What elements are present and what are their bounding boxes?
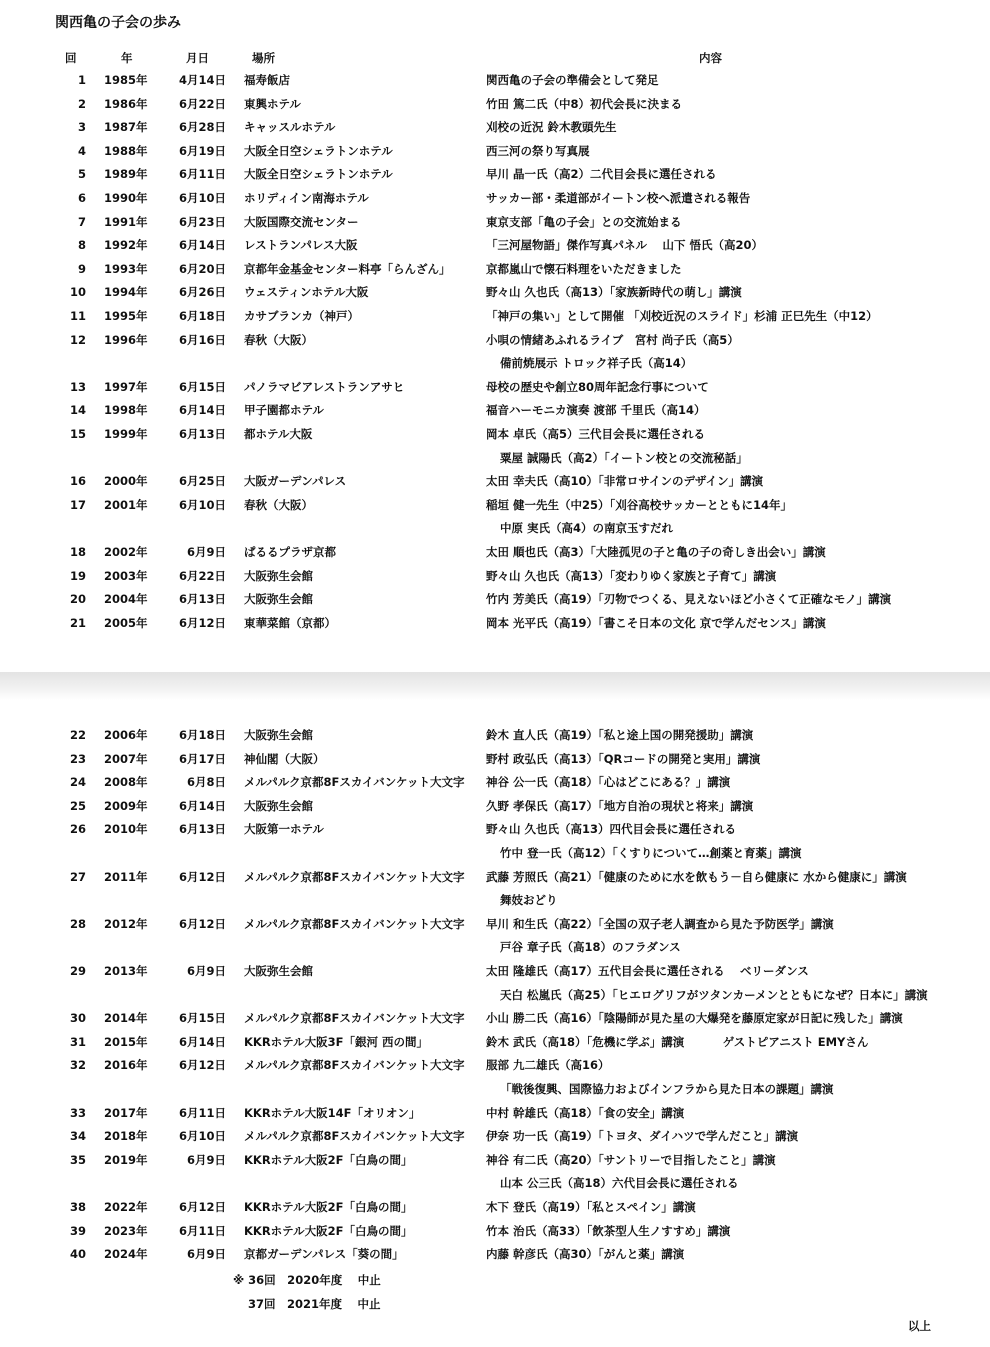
cell-date: 6月12日 xyxy=(178,869,226,884)
cell-year: 2006年 xyxy=(104,728,148,742)
cell-year: 1990年 xyxy=(104,191,148,205)
cell-content: 竹本 治氏（高33）「飲茶型人生ノすすめ」講演 xyxy=(486,1223,731,1238)
cell-date: 6月14日 xyxy=(178,403,226,418)
cell-num: 31 xyxy=(69,1034,86,1049)
table-row xyxy=(0,542,990,562)
cell-content: 早川 和生氏（高22）「全国の双子老人調査から見た予防医学」講演 xyxy=(486,916,834,931)
cell-content: 戸谷 章子氏（高18）のフラダンス xyxy=(500,940,681,955)
cell-content: 鈴木 直人氏（高19）「私と途上国の開発援助」講演 xyxy=(486,728,754,742)
cell-year: 2009年 xyxy=(104,798,148,813)
cell-num: 9 xyxy=(77,261,86,276)
cell-num: 15 xyxy=(69,427,86,441)
header-date: 月日 xyxy=(186,51,209,65)
cell-place: 大阪国際交流センター xyxy=(244,214,359,229)
table-row xyxy=(0,188,990,208)
cell-year: 1986年 xyxy=(104,96,148,111)
cell-year: 1985年 xyxy=(104,73,148,87)
cell-year: 1992年 xyxy=(104,238,148,253)
cell-date: 6月13日 xyxy=(178,822,226,837)
cell-content: 武藤 芳照氏（高21）「健康のために水を飲もう－自ら健康に 水から健康に」講演 xyxy=(486,869,907,884)
cell-date: 6月25日 xyxy=(178,474,226,489)
cell-date: 6月18日 xyxy=(178,309,226,323)
cell-year: 1994年 xyxy=(104,285,148,300)
cell-place: ウェスティンホテル大阪 xyxy=(244,285,369,300)
cell-place: 大阪弥生会館 xyxy=(244,592,313,607)
table-row xyxy=(0,400,990,420)
cell-content: 神谷 公一氏（高18）「心はどこにある？」講演 xyxy=(486,775,731,790)
table-row xyxy=(0,589,990,609)
cell-content: 太田 幸夫氏（高10）「非常ロサインのデザイン」講演 xyxy=(486,474,764,489)
cell-content: 舞妓おどり xyxy=(500,893,558,908)
cell-year: 2001年 xyxy=(104,497,148,512)
cell-num: 28 xyxy=(69,916,86,931)
cell-date: 6月9日 xyxy=(186,964,226,978)
cell-num: 12 xyxy=(69,332,86,347)
cell-place: KKRホテル大阪2F「白鳥の間」 xyxy=(244,1152,413,1167)
cell-content: 竹田 篤二氏（中8）初代会長に決まる xyxy=(486,96,683,111)
cell-year: 1993年 xyxy=(104,261,148,276)
cell-date: 6月22日 xyxy=(178,568,226,583)
cell-num: 14 xyxy=(69,403,86,418)
cell-year: 2012年 xyxy=(104,916,148,931)
cell-place: メルパルク京都8Fスカイバンケット大文字 xyxy=(244,775,465,790)
cell-content: 小唄の情緒あふれるライブ 宮村 尚子氏（高5） xyxy=(486,332,739,347)
table-row xyxy=(0,1032,990,1052)
cell-date: 6月12日 xyxy=(178,1200,226,1214)
cell-content: 備前焼展示 トロック祥子氏（高14） xyxy=(500,356,693,371)
table-row xyxy=(0,282,990,302)
cell-place: ぱるるプラザ京都 xyxy=(244,545,336,559)
cell-year: 2014年 xyxy=(104,1011,148,1026)
cell-content: 岡本 光平氏（高19）「書こそ日本の文化 京で学んだセンス」講演 xyxy=(486,615,826,630)
cell-content: 「戦後復興、国際協力およびインフラから見た日本の課題」講演 xyxy=(500,1082,834,1096)
page-upper xyxy=(0,0,990,672)
cell-date: 6月8日 xyxy=(186,775,226,790)
cell-date: 6月10日 xyxy=(178,497,226,512)
cell-content: 中原 実氏（高4）の南京玉すだれ xyxy=(500,521,674,536)
cell-place: 大阪全日空シェラトンホテル xyxy=(244,143,393,158)
cell-date: 6月13日 xyxy=(178,592,226,607)
cell-year: 1998年 xyxy=(104,403,148,418)
cell-place: 春秋（大阪） xyxy=(244,497,313,512)
cell-content: 早川 晶一氏（高2）二代目会長に選任される xyxy=(486,167,717,182)
table-row-continuation xyxy=(0,937,990,957)
cell-content: 服部 九二雄氏（高16） xyxy=(486,1058,610,1073)
cell-num: 10 xyxy=(69,285,86,300)
cell-date: 6月15日 xyxy=(178,379,226,394)
cell-content: 岡本 卓氏（高5）三代目会長に選任される xyxy=(486,427,706,441)
cell-year: 2002年 xyxy=(104,545,148,559)
header-place: 場所 xyxy=(252,51,275,65)
cell-date: 6月14日 xyxy=(178,1034,226,1049)
table-row xyxy=(0,306,990,326)
table-row xyxy=(0,94,990,114)
cell-date: 6月12日 xyxy=(178,615,226,630)
cell-num: 6 xyxy=(77,191,86,205)
cell-place: 大阪全日空シェラトンホテル xyxy=(244,167,393,182)
cell-content: 太田 順也氏（高3）「大陸孤児の子と亀の子の奇しき出会い」講演 xyxy=(486,545,826,559)
header-year: 年 xyxy=(121,51,133,65)
header-content: 内容 xyxy=(699,51,722,65)
cell-place: キャッスルホテル xyxy=(244,120,336,135)
table-row-continuation xyxy=(0,985,990,1005)
table-row xyxy=(0,471,990,491)
table-row xyxy=(0,772,990,792)
cell-place: KKRホテル大阪2F「白鳥の間」 xyxy=(244,1223,413,1238)
page-title: 関西亀の子会の歩み xyxy=(55,15,181,31)
cell-date: 6月23日 xyxy=(178,214,226,229)
cell-date: 6月12日 xyxy=(178,916,226,931)
cell-content: 太田 隆雄氏（高17）五代目会長に選任される ベリーダンス xyxy=(486,964,809,978)
cell-num: 35 xyxy=(69,1152,86,1167)
cell-year: 1987年 xyxy=(104,120,148,135)
cell-num: 17 xyxy=(69,497,86,512)
cell-year: 1996年 xyxy=(104,332,148,347)
cell-place: メルパルク京都8Fスカイバンケット大文字 xyxy=(244,1011,465,1026)
cell-place: 大阪第一ホテル xyxy=(244,822,324,837)
cell-place: メルパルク京都8Fスカイバンケット大文字 xyxy=(244,1058,465,1073)
cell-year: 2008年 xyxy=(104,775,148,790)
cell-content: 中村 幹雄氏（高18）「食の安全」講演 xyxy=(486,1105,685,1120)
cell-year: 1988年 xyxy=(104,143,148,158)
table-row-continuation xyxy=(0,448,990,468)
cell-date: 6月10日 xyxy=(178,191,226,205)
cell-num: 8 xyxy=(77,238,86,253)
cell-num: 3 xyxy=(77,120,86,135)
cell-place: パノラマビアレストランアサヒ xyxy=(244,379,405,394)
table-row xyxy=(0,1221,990,1241)
table-row xyxy=(0,725,990,745)
cell-content: 粟屋 誠陽氏（高2）「イートン校との交流秘話」 xyxy=(500,450,748,465)
cell-year: 2023年 xyxy=(104,1223,148,1238)
table-row-continuation xyxy=(0,1079,990,1099)
cell-place: 京都ガーデンパレス「葵の間」 xyxy=(244,1247,404,1262)
cell-num: 29 xyxy=(69,964,86,978)
cell-content: 竹中 登一氏（高12）「くすりについて…創薬と育薬」講演 xyxy=(500,846,802,860)
cell-year: 1999年 xyxy=(104,427,148,441)
table-row xyxy=(0,117,990,137)
cell-year: 2004年 xyxy=(104,592,148,607)
cell-content: 母校の歴史や創立80周年記念行事について xyxy=(486,379,709,394)
table-row xyxy=(0,1244,990,1264)
table-row xyxy=(0,70,990,90)
cell-date: 6月18日 xyxy=(178,728,226,742)
table-row xyxy=(0,424,990,444)
table-row xyxy=(0,235,990,255)
page-lower xyxy=(0,700,990,1347)
cell-num: 39 xyxy=(69,1223,86,1238)
table-row xyxy=(0,796,990,816)
cell-num: 34 xyxy=(69,1129,86,1144)
cell-content: 京都嵐山で懐石料理をいただきました xyxy=(486,261,682,276)
table-row xyxy=(0,613,990,633)
table-row xyxy=(0,1150,990,1170)
cell-num: 18 xyxy=(69,545,86,559)
table-row-continuation xyxy=(0,353,990,373)
table-row xyxy=(0,914,990,934)
cell-place: 東華菜館（京都） xyxy=(244,615,336,630)
table-row-continuation xyxy=(0,1173,990,1193)
table-row xyxy=(0,141,990,161)
cell-num: 33 xyxy=(69,1105,86,1120)
cell-year: 2022年 xyxy=(104,1200,148,1214)
cell-year: 2019年 xyxy=(104,1152,148,1167)
cell-year: 2024年 xyxy=(104,1247,148,1262)
cell-date: 6月11日 xyxy=(178,1105,226,1120)
cell-content: 刈校の近況 鈴木教頭先生 xyxy=(486,120,617,135)
cell-num: 4 xyxy=(77,143,86,158)
cell-year: 2000年 xyxy=(104,474,148,489)
cell-place: 東興ホテル xyxy=(244,96,301,111)
cancel-note-36: ※ 36回 2020年度 中止 xyxy=(233,1273,381,1287)
cell-num: 38 xyxy=(69,1200,86,1214)
table-row xyxy=(0,1008,990,1028)
cell-content: 久野 孝保氏（高17）「地方自治の現状と将来」講演 xyxy=(486,798,754,813)
cell-content: 野々山 久也氏（高13）「変わりゆく家族と子育て」講演 xyxy=(486,568,777,583)
cell-content: 内藤 幹彦氏（高30）「がんと薬」講演 xyxy=(486,1247,685,1262)
cell-place: KKRホテル大阪3F「銀河 西の間」 xyxy=(244,1034,428,1049)
cell-place: 大阪ガーデンパレス xyxy=(244,474,347,489)
cell-place: メルパルク京都8Fスカイバンケット大文字 xyxy=(244,916,465,931)
cell-year: 2018年 xyxy=(104,1129,148,1144)
cell-place: KKRホテル大阪2F「白鳥の間」 xyxy=(244,1200,413,1214)
cell-year: 2010年 xyxy=(104,822,148,837)
cell-place: 都ホテル大阪 xyxy=(244,427,313,441)
cell-place: 福寿飯店 xyxy=(244,73,290,87)
cell-content: 天白 松嵐氏（高25）「ヒエログリフがツタンカーメンとともになぜ？日本に」講演 xyxy=(500,987,928,1002)
cell-content: 福音ハーモニカ演奏 渡部 千里氏（高14） xyxy=(486,403,706,418)
cell-content: 山本 公三氏（高18）六代目会長に選任される xyxy=(500,1176,739,1191)
table-row xyxy=(0,330,990,350)
cell-year: 1997年 xyxy=(104,379,148,394)
cell-num: 2 xyxy=(77,96,86,111)
cell-date: 6月9日 xyxy=(186,1152,226,1167)
cell-year: 2003年 xyxy=(104,568,148,583)
cell-content: 「三河屋物語」傑作写真パネル 山下 悟氏（高20） xyxy=(486,238,764,253)
cell-date: 6月22日 xyxy=(178,96,226,111)
table-row xyxy=(0,961,990,981)
table-row xyxy=(0,1126,990,1146)
cell-num: 16 xyxy=(69,474,86,489)
cell-num: 1 xyxy=(77,73,86,87)
cell-place: カサブランカ（神戸） xyxy=(244,309,359,323)
table-row xyxy=(0,212,990,232)
cell-place: KKRホテル大阪14F「オリオン」 xyxy=(244,1105,421,1120)
table-row xyxy=(0,495,990,515)
cell-place: 京都年金基金センター料亭「らんざん」 xyxy=(244,261,451,276)
cell-place: メルパルク京都8Fスカイバンケット大文字 xyxy=(244,1129,465,1144)
cell-content: 稲垣 健一先生（中25）「刈谷高校サッカーとともに14年」 xyxy=(486,497,793,512)
cell-content: 西三河の祭り写真展 xyxy=(486,143,590,158)
cell-content: 鈴木 武氏（高18）「危機に学ぶ」講演 ゲストピアニスト EMYさん xyxy=(486,1034,869,1049)
cell-num: 13 xyxy=(69,379,86,394)
end-mark: 以上 xyxy=(908,1319,931,1333)
cell-date: 6月20日 xyxy=(178,261,226,276)
cell-year: 1989年 xyxy=(104,167,148,182)
cell-date: 6月11日 xyxy=(178,167,226,182)
cell-content: 東京支部「亀の子会」との交流始まる xyxy=(486,214,682,229)
cell-num: 23 xyxy=(69,751,86,766)
cell-place: メルパルク京都8Fスカイバンケット大文字 xyxy=(244,869,465,884)
table-row-continuation xyxy=(0,843,990,863)
table-row-continuation xyxy=(0,890,990,910)
cell-num: 26 xyxy=(69,822,86,837)
cell-content: 野々山 久也氏（高13）四代目会長に選任される xyxy=(486,822,737,837)
cell-num: 24 xyxy=(69,775,86,790)
cell-year: 2005年 xyxy=(104,615,148,630)
table-row xyxy=(0,749,990,769)
cell-content: 野村 政弘氏（高13）「QRコードの開発と実用」講演 xyxy=(486,751,761,766)
cell-date: 6月13日 xyxy=(178,427,226,441)
cell-num: 11 xyxy=(69,309,86,323)
cell-content: 木下 登氏（高19）「私とスペイン」講演 xyxy=(486,1200,696,1214)
cell-place: 大阪弥生会館 xyxy=(244,568,313,583)
cell-year: 2011年 xyxy=(104,869,148,884)
cell-content: 野々山 久也氏（高13）「家族新時代の萌し」講演 xyxy=(486,285,742,300)
cell-date: 6月14日 xyxy=(178,238,226,253)
cell-date: 6月10日 xyxy=(178,1129,226,1144)
cell-year: 2015年 xyxy=(104,1034,148,1049)
table-row xyxy=(0,164,990,184)
cell-date: 6月12日 xyxy=(178,1058,226,1073)
cell-date: 6月9日 xyxy=(186,545,226,559)
cancel-note-37: 37回 2021年度 中止 xyxy=(248,1297,381,1311)
cell-num: 21 xyxy=(69,615,86,630)
cell-content: 関西亀の子会の準備会として発足 xyxy=(486,73,659,87)
cell-num: 30 xyxy=(69,1011,86,1026)
cell-year: 1991年 xyxy=(104,214,148,229)
table-row xyxy=(0,867,990,887)
table-row xyxy=(0,377,990,397)
header-num: 回 xyxy=(65,51,77,65)
cell-date: 6月17日 xyxy=(178,751,226,766)
cell-place: 大阪弥生会館 xyxy=(244,964,313,978)
cell-num: 5 xyxy=(77,167,86,182)
table-row-continuation xyxy=(0,518,990,538)
cell-date: 6月15日 xyxy=(178,1011,226,1026)
table-row xyxy=(0,259,990,279)
table-row xyxy=(0,1197,990,1217)
cell-place: 神仙閣（大阪） xyxy=(244,751,325,766)
cell-date: 6月19日 xyxy=(178,143,226,158)
table-row xyxy=(0,819,990,839)
cell-num: 22 xyxy=(69,728,86,742)
cell-year: 2016年 xyxy=(104,1058,148,1073)
cell-content: 「神戸の集い」として開催 「刈校近況のスライド」杉浦 正巳先生（中12） xyxy=(486,309,878,323)
cell-date: 6月11日 xyxy=(178,1223,226,1238)
cell-place: 大阪弥生会館 xyxy=(244,798,313,813)
cell-content: サッカー部・柔道部がイートン校へ派遣される報告 xyxy=(486,191,751,205)
cell-year: 2007年 xyxy=(104,751,148,766)
table-row xyxy=(0,1055,990,1075)
cell-num: 20 xyxy=(69,592,86,607)
cell-content: 神谷 有二氏（高20）「サントリーで目指したこと」講演 xyxy=(486,1152,776,1167)
cell-date: 6月26日 xyxy=(178,285,226,300)
cell-year: 2013年 xyxy=(104,964,148,978)
cell-num: 32 xyxy=(69,1058,86,1073)
cell-place: レストランパレス大阪 xyxy=(244,238,358,253)
cell-place: 春秋（大阪） xyxy=(244,332,313,347)
cell-num: 19 xyxy=(69,568,86,583)
cell-date: 6月16日 xyxy=(178,332,226,347)
cell-num: 40 xyxy=(69,1247,86,1262)
cell-date: 6月9日 xyxy=(186,1247,226,1262)
page-divider xyxy=(0,672,990,700)
cell-content: 竹内 芳美氏（高19）「刃物でつくる、見えないほど小さくて正確なモノ」講演 xyxy=(486,592,892,607)
cell-date: 6月28日 xyxy=(178,120,226,135)
cell-place: 甲子園都ホテル xyxy=(244,403,324,418)
table-row xyxy=(0,566,990,586)
cell-place: 大阪弥生会館 xyxy=(244,728,313,742)
cell-num: 27 xyxy=(69,869,86,884)
cell-date: 4月14日 xyxy=(178,73,226,87)
table-row xyxy=(0,1103,990,1123)
cell-year: 2017年 xyxy=(104,1105,148,1120)
cell-place: ホリディイン南海ホテル xyxy=(244,191,369,205)
cell-num: 25 xyxy=(69,798,86,813)
cell-content: 小山 勝二氏（高16）「陰陽師が見た星の大爆発を藤原定家が日記に残した」講演 xyxy=(486,1011,903,1026)
cell-content: 伊奈 功一氏（高19）「トヨタ、ダイハツで学んだこと」講演 xyxy=(486,1129,799,1144)
cell-date: 6月14日 xyxy=(178,798,226,813)
cell-year: 1995年 xyxy=(104,309,148,323)
cell-num: 7 xyxy=(77,214,86,229)
